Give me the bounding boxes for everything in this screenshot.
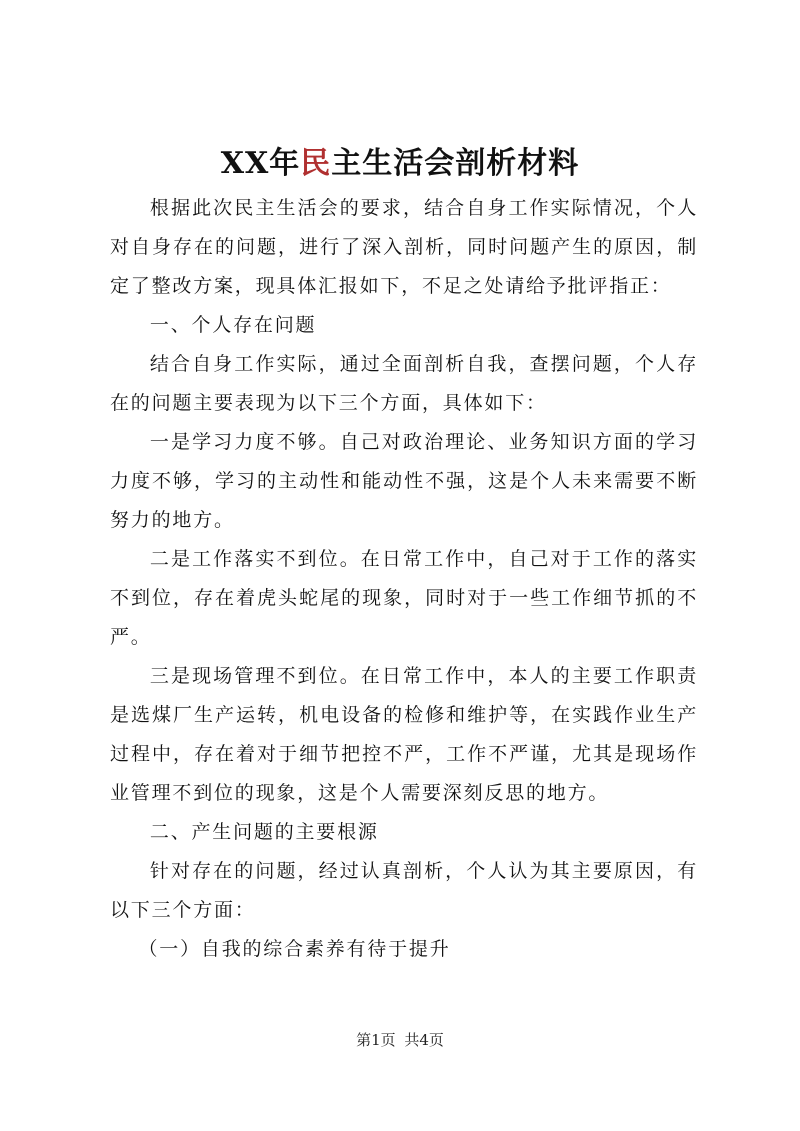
page-number: 第1页 (356, 1031, 396, 1049)
paragraph-section-2-intro: 针对存在的问题，经过认真剖析，个人认为其主要原因，有以下三个方面： (110, 860, 698, 921)
section-heading-1: 一、个人存在问题 (149, 314, 317, 336)
title-prefix: XX年 (220, 146, 301, 181)
page-footer (0, 1030, 800, 1050)
paragraph-intro: 根据此次民主生活会的要求，结合自身工作实际情况，个人对自身存在的问题，进行了深入剖析，同时问题产生的原因，制定了整改方案，现具体汇报如下，不足之处请给予批评指正： (110, 197, 698, 297)
paragraph-section-1-intro: 结合自身工作实际，通过全面剖析自我，查摆问题，个人存在的问题主要表现为以下三个方面，具体如下： (110, 353, 698, 414)
document-title (0, 146, 800, 182)
page-total: 共4页 (404, 1031, 444, 1049)
paragraph-problem-1: 一是学习力度不够。自己对政治理论、业务知识方面的学习力度不够，学习的主动性和能动性不强，这是个人未来需要不断努力的地方。 (110, 431, 698, 531)
subsection-heading-1: （一）自我的综合素养有待于提升 (138, 938, 451, 960)
title-highlight: 民 (300, 146, 332, 181)
section-heading-2: 二、产生问题的主要根源 (149, 821, 379, 843)
title-suffix: 主生活会剖析材料 (331, 146, 580, 181)
paragraph-problem-3: 三是现场管理不到位。在日常工作中，本人的主要工作职责是选煤厂生产运转，机电设备的检修和维护等，在实践作业生产过程中，存在着对于细节把控不严，工作不严谨，尤其是现场作业管理不到位的现象，这是个人需要深刻反思的地方。 (110, 665, 698, 804)
document-body (110, 189, 698, 969)
paragraph-problem-2: 二是工作落实不到位。在日常工作中，自己对于工作的落实不到位，存在着虎头蛇尾的现象，同时对于一些工作细节抓的不严。 (110, 548, 698, 648)
